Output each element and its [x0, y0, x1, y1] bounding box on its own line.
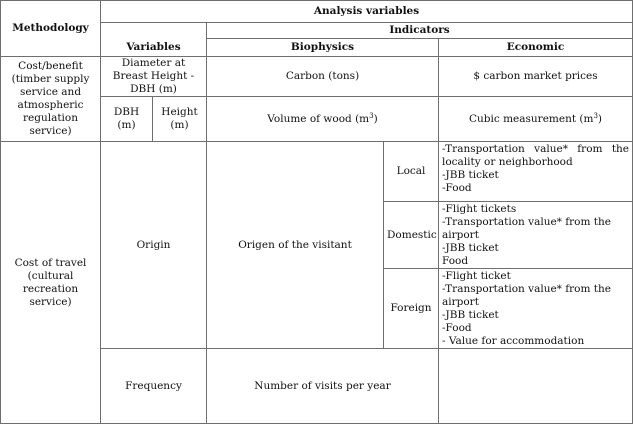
foreign-label: Foreign	[384, 269, 439, 349]
volume-close: )	[373, 112, 378, 125]
indicators-header: Indicators	[207, 23, 633, 39]
list-item: -JBB ticket	[442, 169, 499, 181]
cost-benefit-methodology: Cost/benefit (timber supply service and atmospheric regulation service)	[1, 57, 101, 142]
cubic-label: Cubic measurement (m	[469, 112, 594, 125]
frequency-variable: Frequency	[101, 349, 207, 424]
carbon-market-price: $ carbon market prices	[439, 57, 633, 97]
volume-of-wood	[207, 97, 439, 142]
list-item: -JBB ticket	[442, 309, 499, 321]
list-item: -Food	[442, 322, 472, 334]
methodology-header: Methodology	[1, 1, 101, 57]
origin-indicator: Origen of the visitant	[207, 142, 384, 349]
list-item: -Flight tickets	[442, 203, 517, 215]
cubic-measurement	[439, 97, 633, 142]
list-item: -Transportation value* from the	[442, 143, 630, 155]
biophysics-header: Biophysics	[207, 39, 439, 57]
volume-label: Volume of wood (m	[267, 112, 370, 125]
cost-of-travel-methodology: Cost of travel (cultural recreation service)	[1, 142, 101, 424]
list-item: - Value for accommodation	[442, 335, 585, 347]
height-variable: Height (m)	[153, 97, 207, 142]
variables-header: Variables	[101, 23, 207, 57]
frequency-economic	[439, 349, 633, 424]
local-items	[439, 142, 633, 202]
list-item: -Flight ticket	[442, 270, 511, 282]
volume-exponent: 3	[369, 111, 374, 120]
list-item: -JBB ticket	[442, 242, 499, 254]
list-item: locality or neighborhood	[442, 156, 573, 168]
list-item: Food	[442, 255, 469, 267]
frequency-indicator: Number of visits per year	[207, 349, 439, 424]
list-item: -Transportation value* from the airport	[442, 283, 611, 308]
dbh-short: DBH (m)	[101, 97, 153, 142]
economic-header: Economic	[439, 39, 633, 57]
foreign-items	[439, 269, 633, 349]
domestic-label: Domestic	[384, 202, 439, 269]
domestic-items	[439, 202, 633, 269]
cubic-exponent: 3	[593, 111, 598, 120]
list-item: -Food	[442, 182, 472, 194]
list-item: -Transportation value* from the airport	[442, 216, 611, 241]
dbh-variable: Diameter at Breast Height - DBH (m)	[101, 57, 207, 97]
carbon-indicator: Carbon (tons)	[207, 57, 439, 97]
origin-variable: Origin	[101, 142, 207, 349]
analysis-variables-header: Analysis variables	[101, 1, 633, 23]
cubic-close: )	[597, 112, 603, 125]
local-label: Local	[384, 142, 439, 202]
